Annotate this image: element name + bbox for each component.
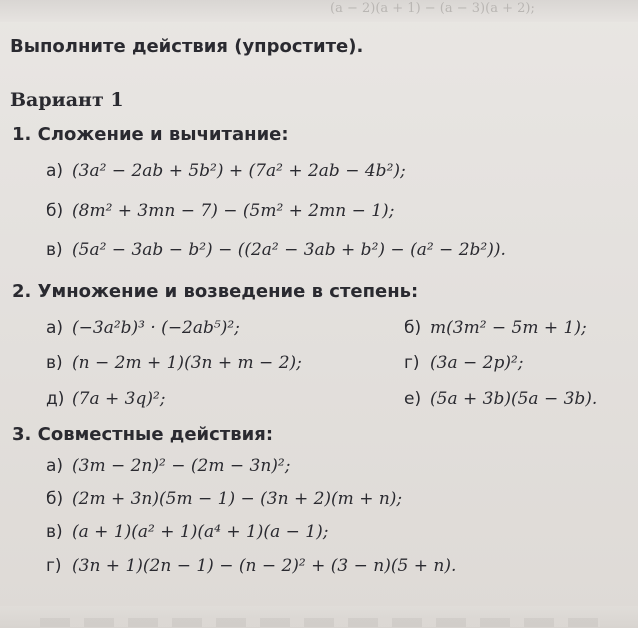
item-label: д) [46, 389, 65, 409]
exercise-3d [46, 556, 456, 576]
item-expression: (5a + 3b)(5a − 3b). [430, 389, 598, 409]
item-expression: (5a² − 3ab − b²) − ((2a² − 3ab + b²) − (a² − 2b²)). [72, 240, 506, 260]
item-label: а) [46, 318, 64, 338]
item-label: б) [46, 201, 64, 221]
item-expression: (3a² − 2ab + 5b²) + (7a² + 2ab − 4b²); [72, 161, 406, 181]
item-expression: (a + 1)(a² + 1)(a⁴ + 1)(a − 1); [72, 522, 329, 542]
item-expression: (−3a²b)³ · (−2ab⁵)²; [72, 318, 240, 338]
item-label: а) [46, 456, 64, 476]
item-label: в) [46, 522, 63, 542]
item-label: е) [404, 389, 422, 409]
exercise-3b [46, 489, 402, 509]
item-label: г) [46, 556, 62, 576]
item-label: б) [404, 318, 422, 338]
item-expression: m(3m² − 5m + 1); [430, 318, 587, 338]
exercise-2b [404, 318, 587, 338]
item-expression: (3n + 1)(2n − 1) − (n − 2)² + (3 − n)(5 + n). [72, 556, 457, 576]
section-3-heading: 3. Совместные действия: [12, 424, 274, 445]
top-page-bleed [0, 0, 638, 22]
exercise-3c [46, 522, 328, 542]
page-title: Выполните действия (упростите). [10, 36, 364, 57]
item-expression: (3a − 2p)²; [430, 353, 524, 373]
item-label: а) [46, 161, 64, 181]
variant-heading: Вариант 1 [10, 89, 124, 111]
item-expression: (2m + 3n)(5m − 1) − (3n + 2)(m + n); [72, 489, 403, 509]
item-label: в) [46, 240, 63, 260]
section-2-heading: 2. Умножение и возведение в степень: [12, 281, 419, 302]
exercise-1c [46, 240, 506, 260]
exercise-2e [46, 389, 166, 409]
exercise-2f [404, 389, 597, 409]
exercise-1a [46, 161, 406, 181]
item-expression: (8m² + 3mn − 7) − (5m² + 2mn − 1); [72, 201, 395, 221]
exercise-1b [46, 201, 394, 221]
item-label: г) [404, 353, 420, 373]
section-1-heading: 1. Сложение и вычитание: [12, 124, 289, 145]
item-expression: (7a + 3q)²; [72, 389, 166, 409]
item-label: в) [46, 353, 63, 373]
bleed-text: (a − 2)(a + 1) − (a − 3)(a + 2); [330, 1, 535, 16]
bottom-page-bleed [0, 606, 638, 628]
exercise-2a [46, 318, 240, 338]
item-expression: (3m − 2n)² − (2m − 3n)²; [72, 456, 291, 476]
exercise-3a [46, 456, 290, 476]
bleed-line [40, 618, 600, 627]
exercise-2c [46, 353, 302, 373]
exercise-2d [404, 353, 524, 373]
item-expression: (n − 2m + 1)(3n + m − 2); [72, 353, 302, 373]
item-label: б) [46, 489, 64, 509]
